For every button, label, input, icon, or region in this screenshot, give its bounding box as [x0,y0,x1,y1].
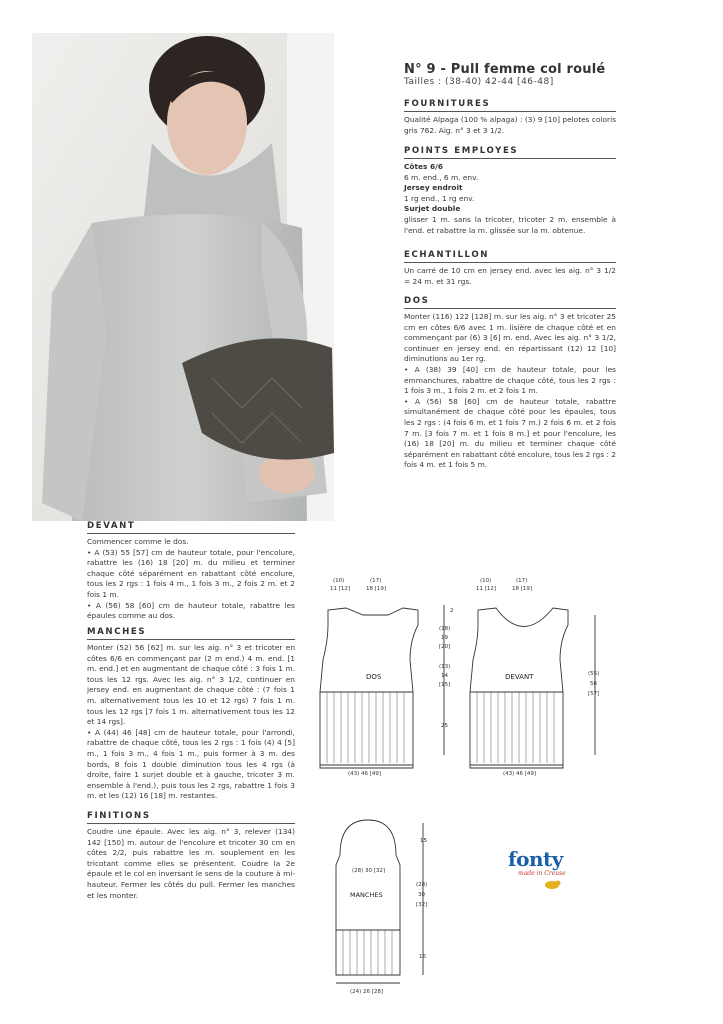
v-2: 2 [450,608,454,614]
v-20: [20] [439,644,451,650]
echantillon-text: Un carré de 10 cm en jersey end. avec les aig. n° 3 1/2 = 24 m. et 31 rgs. [404,266,616,286]
logo-tagline: made in Creuse [518,870,566,877]
devant-section [87,521,295,622]
surjet-text: glisser 1 m. sans la tricoter, tricoter 2 m. ensemble à l'end. et rabattre la m. glissée sur la m. obtenue. [404,214,616,235]
manches-p1: Monter (52) 56 [62] m. sur les aig. n° 3 et tricoter en côtes 6/6 en commençant par (2 m end.) 4 m. end. [1 m. end.] et en augmentant de chaque côté : 3 fois 1 m. tous les 12 rgs. Avec les aig. n° 3 1/2, continuer en jersey end. en augmentant de chaque côté : (7 fois 1 m. alternativement tous les 10 et 12 rgs) 7 fois 1 m. tous les 12 rgs [7 fois 1 m. alternativement tous les 12 et 14 rgs]. [87,643,295,727]
finitions-section [87,811,295,901]
finitions-p1: Coudre une épaule. Avec les aig. n° 3, relever (134) 142 [150] m. autour de l'encolure et tricoter 30 cm en côtes 2/2, puis rabattre les m. souplement en les tricotant comme elles se présentent. Coudre la 2e épaule et le col en inversant le sens de la couture à mi-hauteur. Fermer les côtés du pull. Fermer les manches et les monter. [87,827,295,900]
dos-p3: • A (56) 58 [60] cm de hauteur totale, rabattre simultanément de chaque côté pour les épaules, tous les 2 rgs : (4 fois 6 m. et 1 fois 7 m.) 2 fois 6 m. et 2 fois 7 m. [3 fois 7 m. et 1 fois 8 m.] et pour l'encolure, les (16) 18 [20] m. du milieu et terminer chaque côté séparément en rabattant côté encolure, tous les 2 rgs : 2 fois 4 m. et 1 fois 5 m. [404,396,616,470]
dos-top-left: (10) [333,578,345,584]
pattern-title: N° 9 - Pull femme col roulé [404,62,606,77]
man-bottom: (24) 26 [28] [350,989,384,995]
dos-p1: Monter (116) 122 [128] m. sur les aig. n° 3 et tricoter 25 cm en côtes 6/6 avec 1 m. lisière de chaque côté et en commençant par (6) 3 [6] m. end. Avec les aig. n° 3 1/2, continuer en jersey end. en répartissant (12) 12 [10] diminutions au 1er rg. [404,312,616,364]
dos-p2: • A (38) 39 [40] cm de hauteur totale, pour les emmanchures, rabattre de chaque côté, tous les 2 rgs : 1 fois 3 m., 1 fois 2 m. et 2 fois 1 m. [404,364,616,396]
devant-label: DEVANT [505,673,534,681]
dos-label: DOS [366,673,382,681]
dev-top-left: (10) [480,578,492,584]
man-top: (28) 30 [32] [352,868,386,874]
cotes-text: 6 m. end., 6 m. env. [404,172,479,182]
jersey-title: Jersey endroit [404,183,463,193]
dos-top-left2: 11 [12] [330,586,351,592]
echantillon-section [404,250,616,287]
schematic-diagrams [300,575,610,1005]
v-15: [15] [439,682,451,688]
man-32: [32] [416,902,428,908]
manches-p2: • A (44) 46 [48] cm de hauteur totale, pour l'arrondi, rabattre de chaque côté, tous les 2 rgs : 1 fois (4) 4 [5] m., 1 fois 3 m., 4 fois 1 m., puis former à 3 m. des bords, 8 fois 1 double diminution tous les 4 rgs (à droite, faire 1 surjet double et à gauche, tricoter 3 m. ensemble à l'end.), puis tous les 2 rgs, rabattre 1 fois 3 m. et les (12) 16 [18] m. restantes. [87,727,295,801]
manches-heading: MANCHES [87,627,295,640]
dev-top-right2: 18 [19] [512,586,533,592]
devant-p1: Commencer comme le dos. [87,537,189,546]
man-16: 16 [419,954,426,960]
v-56: 56 [590,681,597,687]
model-photo [32,33,334,521]
v-55: (55) [588,671,600,677]
dos-top-right: (17) [370,578,382,584]
v-25: 25 [441,723,448,729]
devant-heading: DEVANT [87,521,295,534]
manches-section [87,627,295,802]
fonty-logo [508,848,570,908]
v-18: (18) [439,626,451,632]
man-28: (28) [416,882,428,888]
fournitures-section [404,99,616,136]
echantillon-heading: ECHANTILLON [404,250,616,263]
surjet-title: Surjet double [404,204,461,214]
dos-width: (43) 46 [49] [348,771,382,777]
dev-top-left2: 11 [12] [476,586,497,592]
dos-top-right2: 18 [19] [366,586,387,592]
sheep-icon [542,878,562,892]
v-57: [57] [588,691,600,697]
cotes-title: Côtes 6/6 [404,162,444,171]
jersey-text: 1 rg end., 1 rg env. [404,193,475,203]
man-15: 15 [420,838,427,844]
fournitures-heading: FOURNITURES [404,99,616,112]
v-13: (13) [439,664,451,670]
v-19: 19 [441,635,448,641]
logo-brand: fonty [508,847,563,871]
points-heading: POINTS EMPLOYES [404,146,616,159]
pattern-sizes: Tailles : (38-40) 42-44 [46-48] [404,77,554,87]
manches-label: MANCHES [350,891,383,899]
points-section [404,146,616,236]
dos-section [404,296,616,471]
devant-p2: • A (53) 55 [57] cm de hauteur totale, pour l'encolure, rabattre les (16) 18 [20] m. du milieu et terminer chaque côté séparément en rabattant côté encolure, tous les 2 rgs : 1 fois 4 m., 1 fois 3 m., 2 fois 2 m. et 2 fois 1 m. [87,547,295,599]
v-14: 14 [441,673,448,679]
dev-top-right: (17) [516,578,528,584]
finitions-heading: FINITIONS [87,811,295,824]
man-30: 30 [418,892,425,898]
fournitures-text: Qualité Alpaga (100 % alpaga) : (3) 9 [10] pelotes coloris gris 762. Aig. n° 3 et 3 1/2. [404,115,616,135]
devant-p3: • A (56) 58 [60] cm de hauteur totale, rabattre les épaules comme au dos. [87,600,295,621]
dos-heading: DOS [404,296,616,309]
dev-width: (43) 46 [49] [503,771,537,777]
